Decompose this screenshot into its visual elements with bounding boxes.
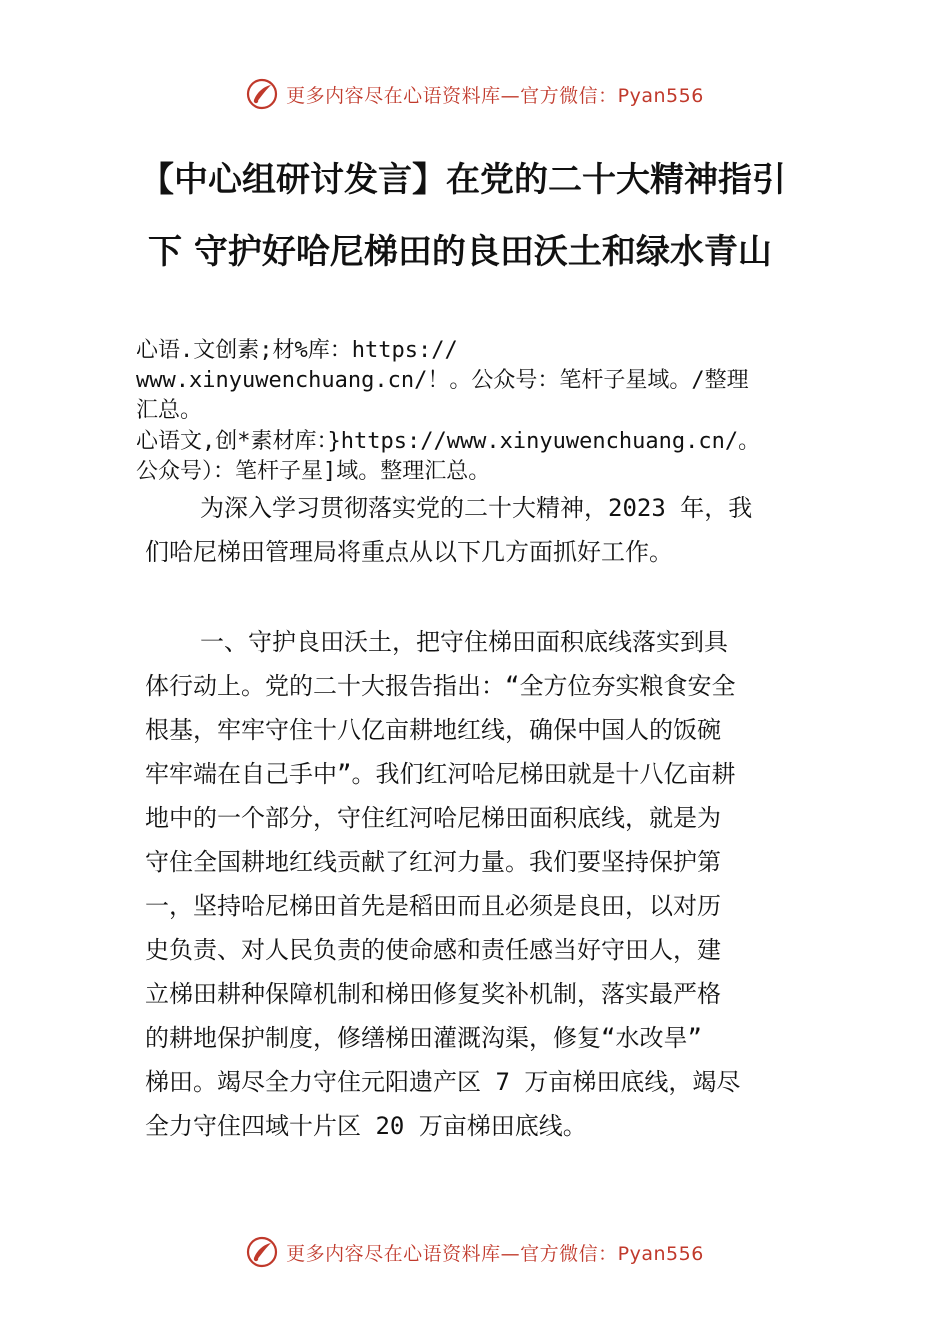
header-banner-text: 更多内容尽在心语资料库—官方微信：Pyan556 bbox=[286, 84, 704, 107]
footer-banner bbox=[0, 1232, 950, 1272]
source-note-line: 心语文,创*素材库：}https://www.xinyuwenchuang.cn/。 bbox=[136, 429, 761, 454]
source-note-line: 汇总。 bbox=[136, 398, 203, 423]
section-one-line: 守住全国耕地红线贡献了红河力量。我们要坚持保护第 bbox=[145, 848, 721, 876]
brush-pen-logo-icon bbox=[246, 1236, 278, 1268]
section-one-line: 一，坚持哈尼梯田首先是稻田而且必须是良田，以对历 bbox=[145, 892, 721, 920]
section-one-line: 根基，牢牢守住十八亿亩耕地红线，确保中国人的饭碗 bbox=[145, 716, 721, 744]
source-note-line: 心语.文创素;材%库：https:// bbox=[136, 338, 458, 363]
source-note-line: 公众号）：笔杆子星]域。整理汇总。 bbox=[136, 459, 491, 484]
section-one-line: 的耕地保护制度，修缮梯田灌溉沟渠，修复“水改旱” bbox=[145, 1024, 702, 1052]
intro-paragraph-line: 为深入学习贯彻落实党的二十大精神，2023 年，我 bbox=[200, 494, 753, 522]
intro-paragraph-line: 们哈尼梯田管理局将重点从以下几方面抓好工作。 bbox=[145, 538, 673, 566]
section-one-line: 一、守护良田沃土，把守住梯田面积底线落实到具 bbox=[200, 628, 728, 656]
document-title-line-1: 【中心组研讨发言】在党的二十大精神指引 bbox=[140, 160, 786, 200]
section-one-line: 体行动上。党的二十大报告指出：“全方位夯实粮食安全 bbox=[145, 672, 736, 700]
section-one-line: 立梯田耕种保障机制和梯田修复奖补机制，落实最严格 bbox=[145, 980, 721, 1008]
header-banner bbox=[0, 74, 950, 114]
section-one-line: 地中的一个部分，守住红河哈尼梯田面积底线，就是为 bbox=[145, 804, 721, 832]
footer-banner-text: 更多内容尽在心语资料库—官方微信：Pyan556 bbox=[286, 1242, 704, 1265]
section-one-line: 全力守住四域十片区 20 万亩梯田底线。 bbox=[145, 1112, 587, 1140]
document-title-line-2: 下 守护好哈尼梯田的良田沃土和绿水青山 bbox=[148, 232, 772, 272]
section-one-line: 史负责、对人民负责的使命感和责任感当好守田人，建 bbox=[145, 936, 721, 964]
section-one-line: 牢牢端在自己手中”。我们红河哈尼梯田就是十八亿亩耕 bbox=[145, 760, 736, 788]
source-note-line: www.xinyuwenchuang.cn/！。公众号：笔杆子星域。/整理 bbox=[136, 368, 749, 393]
brush-pen-logo-icon bbox=[246, 78, 278, 110]
section-one-line: 梯田。竭尽全力守住元阳遗产区 7 万亩梯田底线，竭尽 bbox=[145, 1068, 741, 1096]
